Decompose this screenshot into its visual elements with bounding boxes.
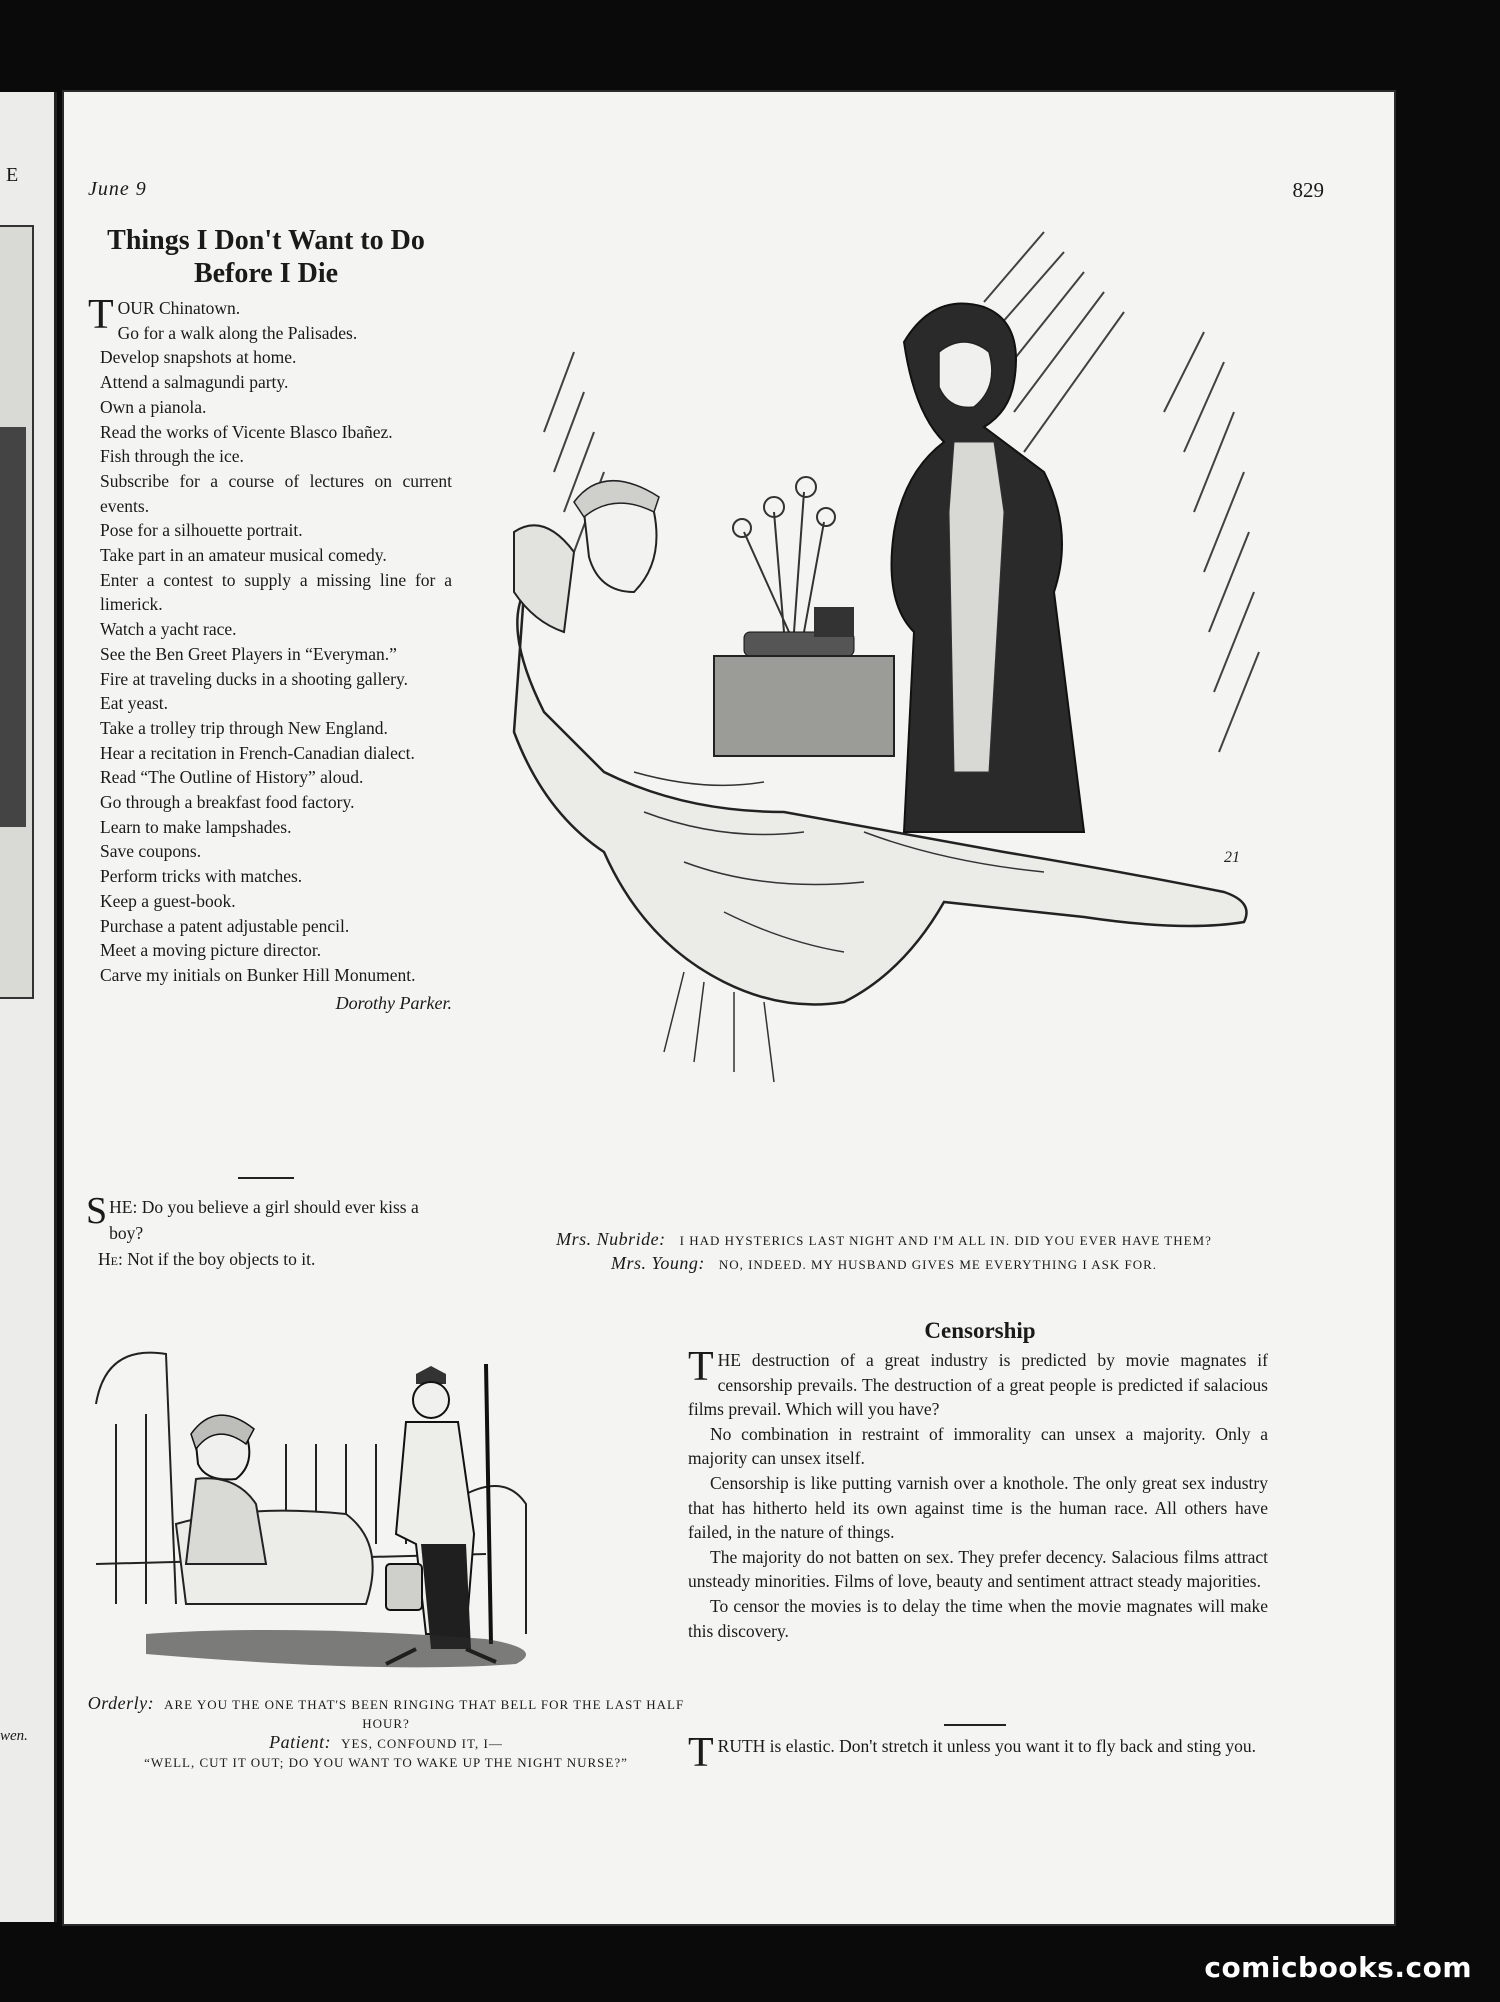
list-item: Read “The Outline of History” aloud.: [100, 767, 364, 788]
list-item: Go for a walk along the Palisades.: [117, 322, 358, 343]
article-paragraph: Censorship is like putting varnish over a knothole. The only great sex industry that has hitherto held its own against time is the human race. All others have failed, in the nature of things.: [688, 1472, 1268, 1543]
joke-she-line: SHE: Do you believe a girl should ever kiss a boy?: [86, 1190, 419, 1243]
caption-line-3: “WELL, CUT IT OUT; DO YOU WANT TO WAKE UP THE NIGHT NURSE?”: [144, 1755, 628, 1770]
list-item: Learn to make lampshades.: [100, 816, 292, 837]
list-item: Eat yeast.: [100, 693, 169, 714]
dropcap: T: [88, 292, 114, 338]
page-folio: June 9: [88, 178, 147, 200]
censorship-article: [688, 1344, 1268, 1643]
list-item: TOUR Chinatown.: [88, 292, 241, 338]
list-item: Pose for a silhouette portrait.: [100, 520, 303, 541]
list-item: Enter a contest to supply a missing line for a limerick.: [100, 569, 452, 615]
poem-list: [88, 292, 452, 1015]
bedroom-drawing: [484, 212, 1334, 1222]
hospital-drawing: [86, 1304, 646, 1684]
list-item: Develop snapshots at home.: [100, 347, 297, 368]
she-he-joke: [86, 1190, 452, 1272]
list-item: Meet a moving picture director.: [100, 940, 322, 961]
list-item: Purchase a patent adjustable pencil.: [100, 915, 350, 936]
list-item: Take part in an amateur musical comedy.: [100, 545, 387, 566]
list-item: Own a pianola.: [100, 396, 207, 417]
caption-line-1: Mrs. Nubride: I HAD HYSTERICS LAST NIGHT AND I'M ALL IN. DID YOU EVER HAVE THEM?: [556, 1229, 1212, 1249]
caption-line-1: Orderly: ARE YOU THE ONE THAT'S BEEN RINGING THAT BELL FOR THE LAST HALF HOUR?: [87, 1693, 685, 1731]
dropcap: S: [86, 1190, 108, 1232]
bedroom-caption: [504, 1230, 1264, 1274]
bedroom-illustration: [484, 212, 1334, 1222]
hospital-cartoon: [86, 1304, 646, 1684]
list-item: Save coupons.: [100, 841, 202, 862]
truth-item: [688, 1730, 1268, 1776]
previous-page-illustration: [0, 225, 34, 999]
section-divider: [944, 1724, 1006, 1726]
list-item: Subscribe for a course of lectures on current events.: [100, 470, 452, 516]
poem-author: Dorothy Parker.: [335, 992, 452, 1013]
list-item: Carve my initials on Bunker Hill Monument.: [100, 964, 416, 985]
caption-line-2: Patient: YES, CONFOUND IT, I—: [269, 1732, 503, 1752]
article-paragraph: No combination in restraint of immorality can unsex a majority. Only a majority can unsex itself.: [688, 1423, 1268, 1469]
joke-he-line: He: Not if the boy objects to it.: [98, 1249, 316, 1269]
magazine-page: [64, 92, 1394, 1924]
list-item: Take a trolley trip through New England.: [100, 717, 388, 738]
list-item: Attend a salmagundi party.: [100, 372, 289, 393]
caption-line-2: Mrs. Young: NO, INDEED. MY HUSBAND GIVES ME EVERYTHING I ASK FOR.: [610, 1253, 1158, 1273]
page-number: 829: [1292, 178, 1324, 202]
margin-fragment-top: E: [6, 164, 19, 186]
list-item: Read the works of Vicente Blasco Ibañez.: [100, 421, 393, 442]
article-paragraph: THE destruction of a great industry is predicted by movie magnates if censorship prevails. The destruction of a great people is predicted if salacious films prevail. Which will you have?: [688, 1344, 1268, 1420]
section-divider: [238, 1177, 294, 1179]
article-paragraph: The majority do not batten on sex. They prefer decency. Salacious films attract unsteady minorities. Films of love, beauty and sentiment attract steady majorities.: [688, 1546, 1268, 1592]
list-item: Keep a guest-book.: [100, 890, 236, 911]
poem-title-line1: Things I Don't Want to Do: [107, 225, 425, 256]
censorship-title: Censorship: [924, 1318, 1036, 1343]
previous-page-edge: [0, 92, 57, 1922]
dropcap: T: [688, 1344, 714, 1390]
list-item: Hear a recitation in French-Canadian dialect.: [100, 742, 415, 763]
poem-title: [88, 224, 444, 290]
list-item: Fish through the ice.: [100, 446, 244, 467]
list-item: Perform tricks with matches.: [100, 866, 303, 887]
list-item: Go through a breakfast food factory.: [100, 792, 355, 813]
list-item: See the Ben Greet Players in “Everyman.”: [100, 643, 397, 664]
list-item: Fire at traveling ducks in a shooting gallery.: [100, 668, 408, 689]
watermark-logo: comicbooks.com: [1204, 1951, 1472, 1984]
artist-signature: 21: [1224, 849, 1240, 866]
truth-paragraph: TRUTH is elastic. Don't stretch it unless you want it to fly back and sting you.: [688, 1730, 1256, 1776]
hospital-caption: [86, 1694, 686, 1772]
margin-fragment-bottom: wen.: [0, 1728, 28, 1744]
article-paragraph: To censor the movies is to delay the time when the movie magnates will make this discovery.: [688, 1595, 1268, 1641]
list-item: Watch a yacht race.: [100, 619, 237, 640]
poem-title-line2: Before I Die: [193, 258, 339, 289]
dropcap: T: [688, 1730, 714, 1776]
